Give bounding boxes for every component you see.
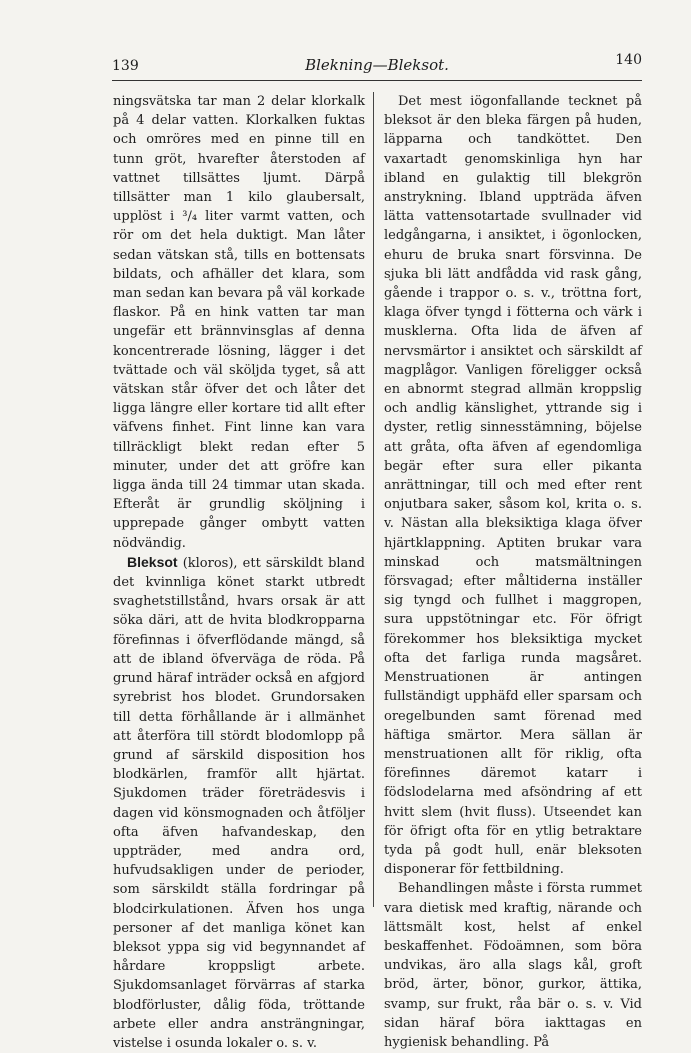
running-title: Blekning—Bleksot.	[305, 56, 449, 74]
paragraph: Det mest iögonfallande tecknet på bleksot är den bleka färgen på huden, läpparna och tandköttet. Den vaxartadt genomskinliga hyn har ibland en gulaktig till blekgrön anstrykning. Ibland uppträda äfven lätta vattensotartade svullnader vid ledgångarna, i ansiktet, i ögonlocken, ehuru de bruka snart försvinna. De sjuka bli lätt andfådda vid rask gång, gående i trappor o. s. v., tröttna fort, klaga öfver tyngd i fötterna och värk i musklerna. Ofta lida de äfven af nervsmärtor i ansiktet och särskildt af magplågor. Vanligen föreligger också en abnormt stegrad allmän kroppslig och andlig känslighet, yttrande sig i dyster, retlig sinnesstämning, böjelse att gråta, ofta äfven af egendomliga begär efter sura eller pikanta anrättningar, till och med efter rent onjutbara saker, såsom kol, krita o. s. v. Nästan alla bleksiktiga klaga öfver hjärtklappning. Aptiten brukar vara minskad och matsmältningen försvagad; efter måltiderna inställer sig tyngd och fullhet i maggropen, sura uppstötningar etc. För öfrigt förekommer hos bleksiktiga mycket ofta det farliga runda magsåret. Menstruationen är antingen fullständigt upphäfd eller sparsam och oregelbunden samt förenad med häftiga smärtor. Mera sällan är menstruationen allt för riklig, ofta förefinnes däremot katarr i födslodelarna med afsöndring af ett hvitt slem (hvit fluss). Utseendet kan för öfrigt ofta för en ytlig betraktare tyda på godt hull, enär bleksoten disponerar för fettbildning.	[384, 94, 642, 878]
page-number-right: 140	[615, 52, 642, 68]
page-number-left: 139	[112, 58, 139, 74]
right-column	[384, 92, 642, 1052]
page-header	[112, 52, 642, 78]
paragraph: ningsvätska tar man 2 delar klorkalk på 4 delar vatten. Klorkalken fuktas och omröres med en pinne till en tunn gröt, hvarefter återstoden af vattnet tillsättes ljumt. Därpå tillsätter man 1 kilo glaubersalt, upplöst i ³/₄ liter varmt vatten, och rör om det hela duktigt. Man låter sedan vätskan stå, tills en bottensats bildats, och afhäller det klara, som man sedan kan bevara på väl korkade flaskor. På en hink vatten tar man ungefär ett brännvinsglas af denna koncentrerade lösning, lägger i det tvättade och väl sköljda tyget, så att vätskan står öfver det och låter det ligga längre eller kortare tid allt efter väfvens finhet. Fint linne kan vara tillräckligt blekt redan efter 5 minuter, under det att gröfre kan ligga ända till 24 timmar utan skada. Efteråt är grundlig sköljning i upprepade gånger ombytt vatten nödvändig.	[113, 94, 365, 551]
header-rule	[112, 80, 642, 81]
column-divider	[373, 92, 374, 907]
headword-bleksot: Bleksot	[127, 553, 178, 570]
left-column	[113, 92, 365, 1053]
paragraph-text: (kloros), ett särskildt bland det kvinnliga könet starkt utbredt svaghetstillstånd, hvars orsak är att söka däri, att de hvita blodkropparna förefinnas i öfverflödande mängd, så att de ibland öfverväga de röda. På grund häraf inträder också en afgjord syrebrist hos blodet. Grundorsaken till detta förhållande är i allmänhet att återföra till stördt blodomlopp på grund af särskild disposition hos blodkärlen, framför allt hjärtat. Sjukdomen träder företrädesvis i dagen vid könsmognaden och åtföljer ofta äfven hafvandeskap, den uppträder, med andra ord, hufvudsakligen under de perioder, som särskildt ställa fordringar på blodcirkulationen. Äfven hos unga personer af det manliga könet kan bleksot yppa sig vid begynnandet af hårdare kroppsligt arbete. Sjukdomsanlaget förvärras af starka blodförluster, dålig föda, tröttande arbete eller andra ansträngningar, vistelse i osunda lokaler o. s. v.	[113, 555, 365, 1051]
paragraph-bleksot	[113, 553, 365, 1053]
paragraph: Behandlingen måste i första rummet vara dietisk med kraftig, närande och lättsmält kost, helst af enkel beskaffenhet. Födoämnen, som böra undvikas, äro alla slags kål, groft bröd, ärter, bönor, gurkor, ättika, svamp, sur frukt, råa bär o. s. v. Vid sidan häraf böra iakttagas en hygienisk behandling. På	[384, 881, 642, 1050]
